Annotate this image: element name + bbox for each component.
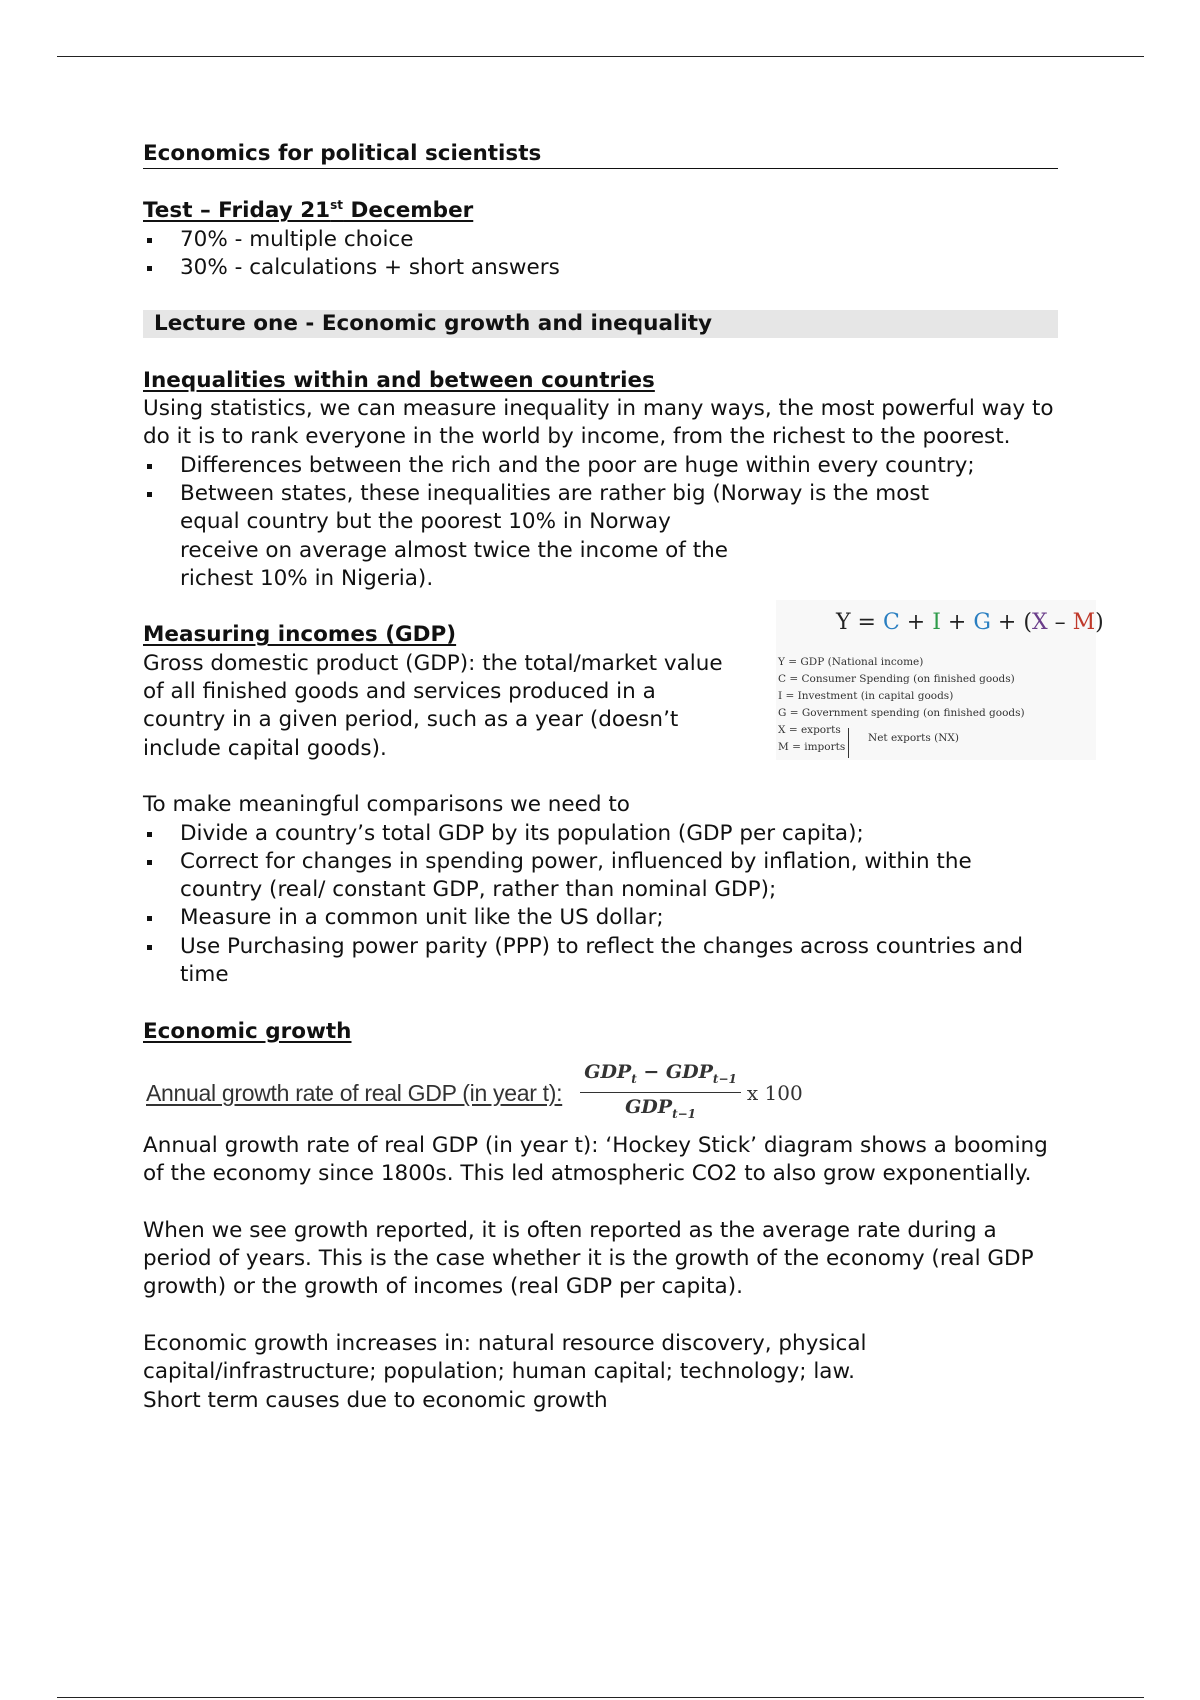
list-item: 70% - multiple choice: [143, 226, 1058, 254]
growth-paragraph-2: When we see growth reported, it is often reported as the average rate during a period of years. This is the case whether it is the growth of the economy (real GDP growth) or the growth of incomes (real GDP per capita).: [143, 1217, 1034, 1300]
inequalities-intro: Using statistics, we can measure inequality in many ways, the most powerful way to do it is to rank everyone in the world by income, from the richest to the poorest.: [143, 396, 1054, 450]
list-item: Between states, these inequalities are rather big (Norway is the most equal country but the poorest 10% in Norway receive on average almost twice the income of the richest 10% in Nigeria).: [143, 480, 1058, 593]
legend-item: Y = GDP (National income): [778, 656, 924, 668]
growth-paragraph-3: Economic growth increases in: natural resource discovery, physical capital/infrastructure; population; human capital; technology; law.: [143, 1330, 867, 1385]
page-top-rule: [57, 56, 1144, 57]
formula-multiplier: x 100: [746, 1080, 803, 1105]
page-bottom-rule: [57, 1697, 1144, 1698]
inequalities-list: [143, 452, 1058, 593]
legend-item: C = Consumer Spending (on finished goods): [778, 673, 1015, 685]
net-exports-bracket: [848, 728, 850, 758]
document-title: Economics for political scientists: [143, 140, 1058, 169]
gdp-definition: Gross domestic product (GDP): the total/market value of all finished goods and services produced in a country in a given period, such as a year (doesn’t include capital goods).: [143, 650, 723, 761]
document-body: [143, 140, 1058, 1415]
gdp-equation-figure: [776, 600, 1104, 760]
comparisons-list: [143, 820, 1058, 990]
legend-item: G = Government spending (on finished goods): [778, 707, 1025, 719]
growth-paragraph-3b: Short term causes due to economic growth: [143, 1387, 608, 1413]
legend-item: X = exports: [778, 724, 841, 736]
list-item: Use Purchasing power parity (PPP) to reflect the changes across countries and time: [143, 933, 1058, 990]
list-item: Divide a country’s total GDP by its population (GDP per capita);: [143, 820, 1058, 848]
inequalities-heading: Inequalities within and between countries: [143, 367, 655, 393]
list-item: Correct for changes in spending power, influenced by inflation, within the country (real/ constant GDP, rather than nominal GDP);: [143, 848, 1058, 905]
growth-rate-formula: [146, 1060, 1058, 1126]
test-heading: Test – Friday 21st December: [143, 198, 474, 224]
measuring-heading: Measuring incomes (GDP): [143, 622, 457, 648]
growth-heading: Economic growth: [143, 1018, 352, 1044]
list-item: 30% - calculations + short answers: [143, 254, 1058, 282]
lecture-title: Lecture one - Economic growth and inequality: [143, 310, 1058, 338]
comparisons-intro: To make meaningful comparisons we need to: [143, 792, 630, 818]
list-item: Measure in a common unit like the US dollar;: [143, 904, 1058, 932]
formula-fraction: $\frac{GDP_t - GDP_{t-1}}{GDP_{t-1}}$: [580, 1060, 741, 1127]
growth-paragraph-1: Annual growth rate of real GDP (in year t): ‘Hockey Stick’ diagram shows a booming of the economy since 1800s. This led atmospheric CO2 to also grow exponentially.: [143, 1132, 1048, 1187]
legend-item: M = imports: [778, 741, 846, 753]
test-list: [143, 226, 1058, 283]
formula-label: Annual growth rate of real GDP (in year t):: [146, 1079, 563, 1106]
net-exports-label: Net exports (NX): [868, 732, 959, 744]
list-item: Differences between the rich and the poor are huge within every country;: [143, 452, 1058, 480]
legend-item: I = Investment (in capital goods): [778, 690, 954, 702]
gdp-equation: Y = C + I + G + (X – M): [836, 610, 1104, 635]
